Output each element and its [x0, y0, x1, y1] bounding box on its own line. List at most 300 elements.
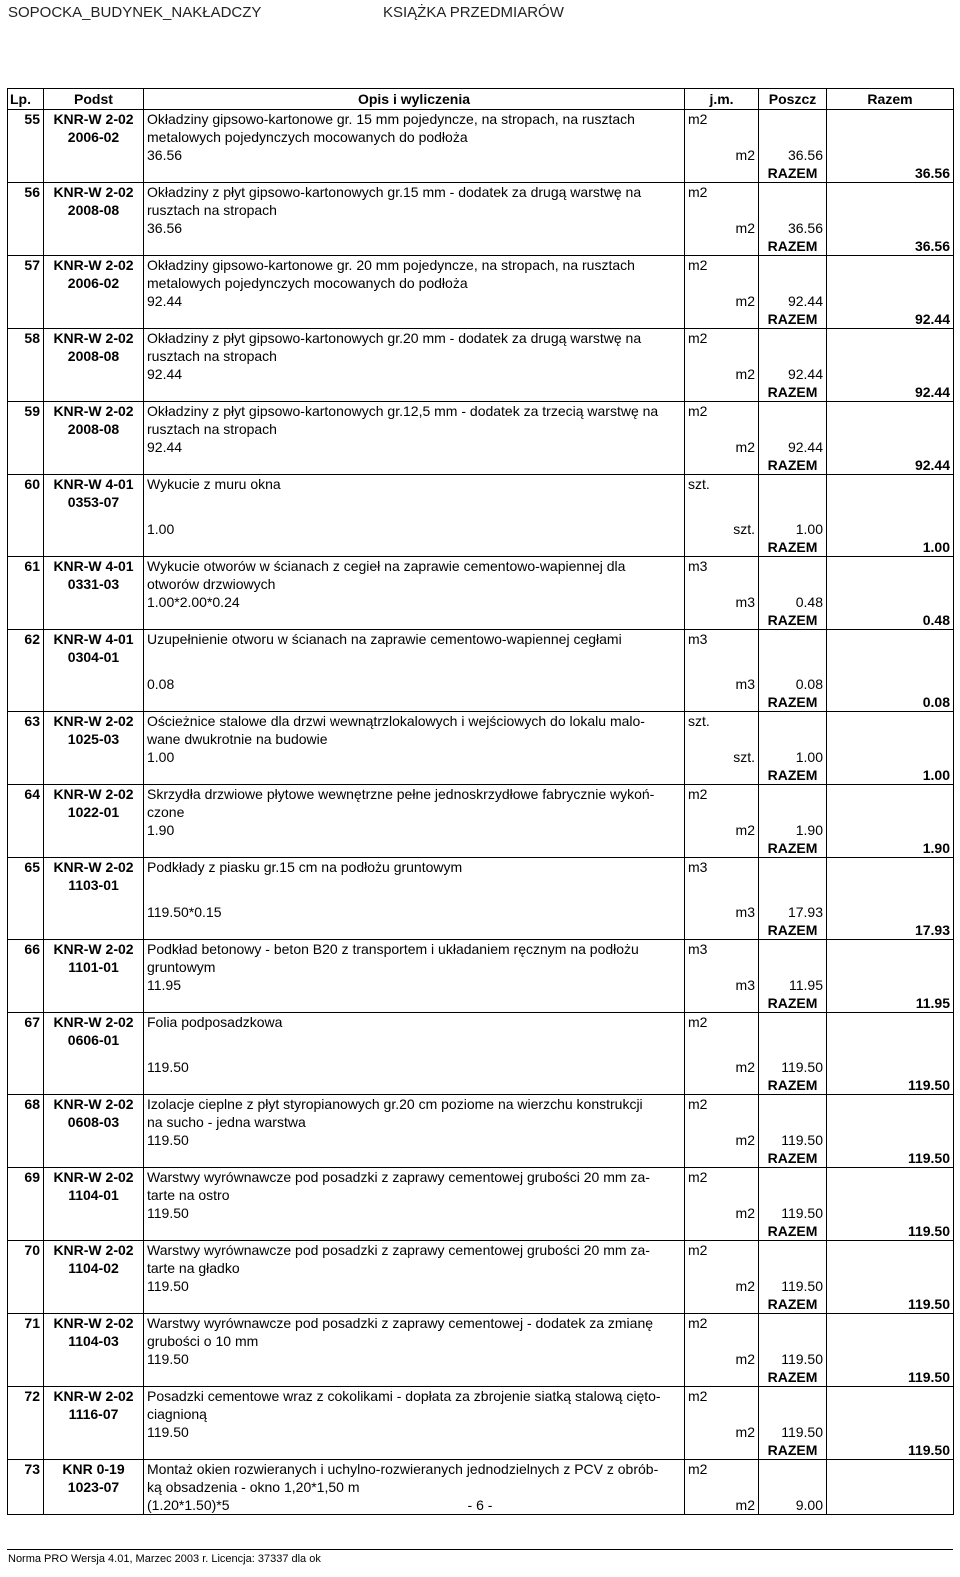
- empty-cell: [144, 994, 685, 1013]
- empty-cell: [8, 1332, 44, 1350]
- table-row: [8, 1168, 954, 1187]
- item-calc-jm: m2: [685, 146, 759, 164]
- item-lp: 69: [8, 1168, 44, 1187]
- table-row: [8, 1113, 954, 1131]
- col-podst: Podst: [44, 89, 144, 110]
- razem-label: RAZEM: [759, 839, 827, 858]
- item-calc-jm: m3: [685, 976, 759, 994]
- item-lp: 59: [8, 402, 44, 421]
- table-row: [8, 1387, 954, 1406]
- item-lp: 71: [8, 1314, 44, 1333]
- item-desc: Okładziny gipsowo-kartonowe gr. 20 mm pojedyncze, na stropach, na rusztach: [144, 256, 685, 275]
- empty-cell: [144, 1368, 685, 1387]
- empty-cell: [8, 1423, 44, 1441]
- empty-cell: [759, 402, 827, 421]
- empty-cell: [44, 1149, 144, 1168]
- empty-cell: [685, 693, 759, 712]
- empty-cell: [827, 958, 954, 976]
- empty-cell: [827, 128, 954, 146]
- empty-cell: [685, 1332, 759, 1350]
- item-razem: 92.44: [827, 383, 954, 402]
- item-calc: 119.50*0.15: [144, 903, 685, 921]
- item-razem: 0.08: [827, 693, 954, 712]
- item-calc: 11.95: [144, 976, 685, 994]
- item-desc: ką obsadzenia - okno 1,20*1,50 m: [144, 1478, 685, 1496]
- item-calc: 0.08: [144, 675, 685, 693]
- empty-cell: [759, 1186, 827, 1204]
- empty-cell: [827, 520, 954, 538]
- item-desc: metalowych pojedynczych mocowanych do podłoża: [144, 274, 685, 292]
- empty-cell: [759, 1314, 827, 1333]
- empty-cell: [8, 1295, 44, 1314]
- item-desc: Okładziny z płyt gipsowo-kartonowych gr.15 mm - dodatek za drugą warstwę na: [144, 183, 685, 202]
- item-jm: m3: [685, 630, 759, 649]
- empty-cell: [827, 183, 954, 202]
- item-poszcz: 119.50: [759, 1277, 827, 1295]
- razem-label: RAZEM: [759, 538, 827, 557]
- empty-cell: [759, 958, 827, 976]
- empty-cell: [827, 1113, 954, 1131]
- empty-cell: [8, 1368, 44, 1387]
- item-poszcz: 1.90: [759, 821, 827, 839]
- empty-cell: [827, 1131, 954, 1149]
- item-desc: Folia podposadzkowa: [144, 1013, 685, 1032]
- item-lp: 73: [8, 1460, 44, 1479]
- empty-cell: [144, 538, 685, 557]
- table-body: [8, 110, 954, 1515]
- table-row: [8, 456, 954, 475]
- empty-cell: [685, 274, 759, 292]
- empty-cell: [685, 1222, 759, 1241]
- header-center: KSIĄŻKA PRZEDMIARÓW: [383, 4, 564, 21]
- item-code: 1023-07: [44, 1478, 144, 1496]
- empty-cell: [685, 1441, 759, 1460]
- item-jm: m2: [685, 329, 759, 348]
- empty-cell: [827, 146, 954, 164]
- empty-cell: [8, 310, 44, 329]
- empty-cell: [8, 1058, 44, 1076]
- empty-cell: [759, 1387, 827, 1406]
- empty-cell: [827, 876, 954, 903]
- empty-cell: [827, 1332, 954, 1350]
- item-desc: tarte na gładko: [144, 1259, 685, 1277]
- item-poszcz: 36.56: [759, 219, 827, 237]
- empty-cell: [144, 611, 685, 630]
- empty-cell: [685, 839, 759, 858]
- item-poszcz: 36.56: [759, 146, 827, 164]
- empty-cell: [759, 1168, 827, 1187]
- item-desc: Podkłady z piasku gr.15 cm na podłożu gruntowym: [144, 858, 685, 877]
- table-row: [8, 1368, 954, 1387]
- item-code: KNR-W 2-02: [44, 1241, 144, 1260]
- table-row: [8, 493, 954, 520]
- empty-cell: [827, 420, 954, 438]
- item-desc: ciagnioną: [144, 1405, 685, 1423]
- item-desc: Okładziny z płyt gipsowo-kartonowych gr.12,5 mm - dodatek za trzecią warstwę na: [144, 402, 685, 421]
- empty-cell: [685, 493, 759, 520]
- item-jm: m2: [685, 1095, 759, 1114]
- empty-cell: [144, 1222, 685, 1241]
- estimate-table: [7, 88, 954, 1515]
- empty-cell: [827, 712, 954, 731]
- item-desc: wane dwukrotnie na budowie: [144, 730, 685, 748]
- table-row: [8, 1277, 954, 1295]
- empty-cell: [8, 128, 44, 146]
- item-desc: Okładziny z płyt gipsowo-kartonowych gr.20 mm - dodatek za drugą warstwę na: [144, 329, 685, 348]
- item-razem: 36.56: [827, 237, 954, 256]
- empty-cell: [827, 1058, 954, 1076]
- item-razem: 1.90: [827, 839, 954, 858]
- item-jm: m2: [685, 1314, 759, 1333]
- item-desc: grubości o 10 mm: [144, 1332, 685, 1350]
- item-calc-jm: m2: [685, 365, 759, 383]
- footer-note: Norma PRO Wersja 4.01, Marzec 2003 r. Licencja: 37337 dla ok: [8, 1553, 321, 1565]
- empty-cell: [827, 675, 954, 693]
- item-calc-jm: m2: [685, 1423, 759, 1441]
- empty-cell: [759, 712, 827, 731]
- item-code: 0353-07: [44, 493, 144, 520]
- empty-cell: [827, 219, 954, 237]
- item-lp: 66: [8, 940, 44, 959]
- col-lp: Lp.: [8, 89, 44, 110]
- empty-cell: [8, 839, 44, 858]
- item-calc: 119.50: [144, 1350, 685, 1368]
- table-row: [8, 903, 954, 921]
- empty-cell: [685, 648, 759, 675]
- empty-cell: [827, 1387, 954, 1406]
- item-calc: 119.50: [144, 1131, 685, 1149]
- item-code: KNR-W 2-02: [44, 712, 144, 731]
- item-lp: 57: [8, 256, 44, 275]
- table-row: [8, 1058, 954, 1076]
- empty-cell: [44, 921, 144, 940]
- empty-cell: [8, 201, 44, 219]
- table-row: [8, 538, 954, 557]
- empty-cell: [8, 274, 44, 292]
- empty-cell: [759, 329, 827, 348]
- table-row: [8, 1441, 954, 1460]
- item-code: KNR-W 2-02: [44, 940, 144, 959]
- item-code: KNR-W 2-02: [44, 785, 144, 804]
- empty-cell: [827, 493, 954, 520]
- empty-cell: [44, 1076, 144, 1095]
- empty-cell: [144, 766, 685, 785]
- table-row: [8, 1259, 954, 1277]
- table-row: [8, 821, 954, 839]
- item-code: KNR-W 2-02: [44, 1095, 144, 1114]
- item-poszcz: 0.48: [759, 593, 827, 611]
- empty-cell: [759, 201, 827, 219]
- item-desc: Wykucie z muru okna: [144, 475, 685, 494]
- empty-cell: [8, 693, 44, 712]
- razem-label: RAZEM: [759, 1441, 827, 1460]
- empty-cell: [827, 256, 954, 275]
- empty-cell: [8, 1350, 44, 1368]
- empty-cell: [827, 1031, 954, 1058]
- empty-cell: [759, 1332, 827, 1350]
- item-calc: 1.00*2.00*0.24: [144, 593, 685, 611]
- table-row: [8, 520, 954, 538]
- empty-cell: [8, 1186, 44, 1204]
- item-code: KNR-W 4-01: [44, 557, 144, 576]
- item-calc-jm: m2: [685, 219, 759, 237]
- empty-cell: [8, 347, 44, 365]
- item-code: KNR-W 4-01: [44, 475, 144, 494]
- empty-cell: [827, 402, 954, 421]
- empty-cell: [827, 1186, 954, 1204]
- empty-cell: [44, 976, 144, 994]
- empty-cell: [759, 1259, 827, 1277]
- table-row: [8, 921, 954, 940]
- item-code: 1116-07: [44, 1405, 144, 1423]
- empty-cell: [827, 1314, 954, 1333]
- table-row: [8, 1350, 954, 1368]
- empty-cell: [759, 858, 827, 877]
- item-jm: m3: [685, 557, 759, 576]
- table-row: [8, 940, 954, 959]
- empty-cell: [827, 347, 954, 365]
- empty-cell: [685, 420, 759, 438]
- empty-cell: [8, 1277, 44, 1295]
- razem-label: RAZEM: [759, 1295, 827, 1314]
- item-calc-jm: m3: [685, 675, 759, 693]
- empty-cell: [759, 803, 827, 821]
- empty-cell: [44, 538, 144, 557]
- table-row: [8, 693, 954, 712]
- table-row: [8, 274, 954, 292]
- table-row: [8, 766, 954, 785]
- empty-cell: [759, 256, 827, 275]
- table-row: [8, 976, 954, 994]
- empty-cell: [144, 1295, 685, 1314]
- item-code: 1101-01: [44, 958, 144, 976]
- col-razem: Razem: [827, 89, 954, 110]
- item-calc-jm: m2: [685, 821, 759, 839]
- item-code: KNR-W 4-01: [44, 630, 144, 649]
- item-lp: 60: [8, 475, 44, 494]
- empty-cell: [759, 128, 827, 146]
- item-calc: 92.44: [144, 438, 685, 456]
- item-code: KNR 0-19: [44, 1460, 144, 1479]
- empty-cell: [827, 557, 954, 576]
- table-row: [8, 803, 954, 821]
- empty-cell: [44, 365, 144, 383]
- item-razem: 92.44: [827, 310, 954, 329]
- item-calc-jm: m2: [685, 1204, 759, 1222]
- empty-cell: [685, 958, 759, 976]
- item-lp: 68: [8, 1095, 44, 1114]
- empty-cell: [8, 292, 44, 310]
- empty-cell: [144, 1076, 685, 1095]
- item-calc: 119.50: [144, 1277, 685, 1295]
- empty-cell: [8, 748, 44, 766]
- empty-cell: [827, 1095, 954, 1114]
- empty-cell: [8, 994, 44, 1013]
- item-razem: 119.50: [827, 1222, 954, 1241]
- table-row: [8, 593, 954, 611]
- item-razem: 119.50: [827, 1295, 954, 1314]
- item-razem: 119.50: [827, 1149, 954, 1168]
- empty-cell: [827, 292, 954, 310]
- empty-cell: [759, 730, 827, 748]
- table-row: [8, 839, 954, 858]
- item-code: KNR-W 2-02: [44, 1314, 144, 1333]
- table-row: [8, 575, 954, 593]
- item-code: KNR-W 2-02: [44, 256, 144, 275]
- item-code: KNR-W 2-02: [44, 858, 144, 877]
- item-calc-jm: szt.: [685, 520, 759, 538]
- empty-cell: [44, 1441, 144, 1460]
- item-desc: na sucho - jedna warstwa: [144, 1113, 685, 1131]
- item-lp: 63: [8, 712, 44, 731]
- table-row: [8, 1186, 954, 1204]
- empty-cell: [759, 347, 827, 365]
- empty-cell: [44, 994, 144, 1013]
- item-code: 0608-03: [44, 1113, 144, 1131]
- col-opis: Opis i wyliczenia: [144, 89, 685, 110]
- empty-cell: [44, 903, 144, 921]
- item-jm: m3: [685, 940, 759, 959]
- table-row: [8, 347, 954, 365]
- table-row: [8, 675, 954, 693]
- item-code: 1103-01: [44, 876, 144, 903]
- empty-cell: [685, 1259, 759, 1277]
- empty-cell: [44, 1350, 144, 1368]
- empty-cell: [44, 1058, 144, 1076]
- item-desc: [144, 1031, 685, 1058]
- col-jm: j.m.: [685, 89, 759, 110]
- item-code: 1104-03: [44, 1332, 144, 1350]
- item-calc-jm: m2: [685, 438, 759, 456]
- table-row: [8, 402, 954, 421]
- empty-cell: [144, 1441, 685, 1460]
- item-desc: Izolacje cieplne z płyt styropianowych gr.20 cm poziome na wierzchu konstrukcji: [144, 1095, 685, 1114]
- empty-cell: [827, 593, 954, 611]
- razem-label: RAZEM: [759, 164, 827, 183]
- item-poszcz: 119.50: [759, 1204, 827, 1222]
- table-row: [8, 1222, 954, 1241]
- item-calc-jm: m2: [685, 1350, 759, 1368]
- empty-cell: [685, 201, 759, 219]
- item-desc: Podkład betonowy - beton B20 z transportem i układaniem ręcznym na podłożu: [144, 940, 685, 959]
- empty-cell: [759, 1478, 827, 1496]
- item-poszcz: 92.44: [759, 365, 827, 383]
- item-lp: 67: [8, 1013, 44, 1032]
- item-poszcz: 92.44: [759, 292, 827, 310]
- empty-cell: [827, 1478, 954, 1496]
- item-poszcz: 11.95: [759, 976, 827, 994]
- empty-cell: [759, 1095, 827, 1114]
- empty-cell: [8, 611, 44, 630]
- item-desc: rusztach na stropach: [144, 201, 685, 219]
- razem-label: RAZEM: [759, 766, 827, 785]
- empty-cell: [827, 1013, 954, 1032]
- item-calc-jm: m2: [685, 1277, 759, 1295]
- table-row: [8, 1013, 954, 1032]
- empty-cell: [827, 1423, 954, 1441]
- empty-cell: [44, 520, 144, 538]
- empty-cell: [759, 1405, 827, 1423]
- razem-label: RAZEM: [759, 921, 827, 940]
- empty-cell: [685, 383, 759, 402]
- item-poszcz: 1.00: [759, 520, 827, 538]
- empty-cell: [827, 730, 954, 748]
- empty-cell: [8, 958, 44, 976]
- empty-cell: [685, 994, 759, 1013]
- item-razem: 119.50: [827, 1076, 954, 1095]
- item-lp: 56: [8, 183, 44, 202]
- empty-cell: [685, 766, 759, 785]
- item-desc: tarte na ostro: [144, 1186, 685, 1204]
- empty-cell: [685, 1368, 759, 1387]
- empty-cell: [8, 1405, 44, 1423]
- item-code: KNR-W 2-02: [44, 329, 144, 348]
- empty-cell: [759, 1241, 827, 1260]
- empty-cell: [8, 438, 44, 456]
- empty-cell: [8, 1441, 44, 1460]
- item-code: 1025-03: [44, 730, 144, 748]
- empty-cell: [759, 940, 827, 959]
- table-row: [8, 383, 954, 402]
- item-jm: m2: [685, 183, 759, 202]
- item-razem: 92.44: [827, 456, 954, 475]
- empty-cell: [685, 876, 759, 903]
- item-lp: 62: [8, 630, 44, 649]
- empty-cell: [44, 766, 144, 785]
- item-calc: 1.90: [144, 821, 685, 839]
- empty-cell: [44, 821, 144, 839]
- empty-cell: [685, 237, 759, 256]
- razem-label: RAZEM: [759, 693, 827, 712]
- item-lp: 58: [8, 329, 44, 348]
- empty-cell: [759, 110, 827, 129]
- item-code: KNR-W 2-02: [44, 110, 144, 129]
- empty-cell: [685, 1186, 759, 1204]
- empty-cell: [685, 456, 759, 475]
- empty-cell: [759, 648, 827, 675]
- item-desc: Uzupełnienie otworu w ścianach na zaprawie cementowo-wapiennej cegłami: [144, 630, 685, 649]
- empty-cell: [44, 839, 144, 858]
- item-calc: 36.56: [144, 219, 685, 237]
- empty-cell: [8, 803, 44, 821]
- empty-cell: [827, 803, 954, 821]
- table-row: [8, 557, 954, 576]
- table-row: [8, 128, 954, 146]
- item-calc: 1.00: [144, 748, 685, 766]
- header-left: SOPOCKA_BUDYNEK_NAKŁADCZY: [8, 4, 262, 21]
- empty-cell: [685, 164, 759, 183]
- table-row: [8, 1295, 954, 1314]
- table-row: [8, 329, 954, 348]
- item-code: 1022-01: [44, 803, 144, 821]
- item-lp: 61: [8, 557, 44, 576]
- empty-cell: [144, 164, 685, 183]
- empty-cell: [827, 110, 954, 129]
- item-razem: 17.93: [827, 921, 954, 940]
- table-row: [8, 1095, 954, 1114]
- item-calc-jm: szt.: [685, 748, 759, 766]
- empty-cell: [759, 1460, 827, 1479]
- empty-cell: [685, 803, 759, 821]
- empty-cell: [827, 201, 954, 219]
- item-poszcz: 1.00: [759, 748, 827, 766]
- empty-cell: [827, 940, 954, 959]
- empty-cell: [8, 237, 44, 256]
- empty-cell: [8, 1113, 44, 1131]
- empty-cell: [8, 648, 44, 675]
- table-row: [8, 1423, 954, 1441]
- empty-cell: [44, 456, 144, 475]
